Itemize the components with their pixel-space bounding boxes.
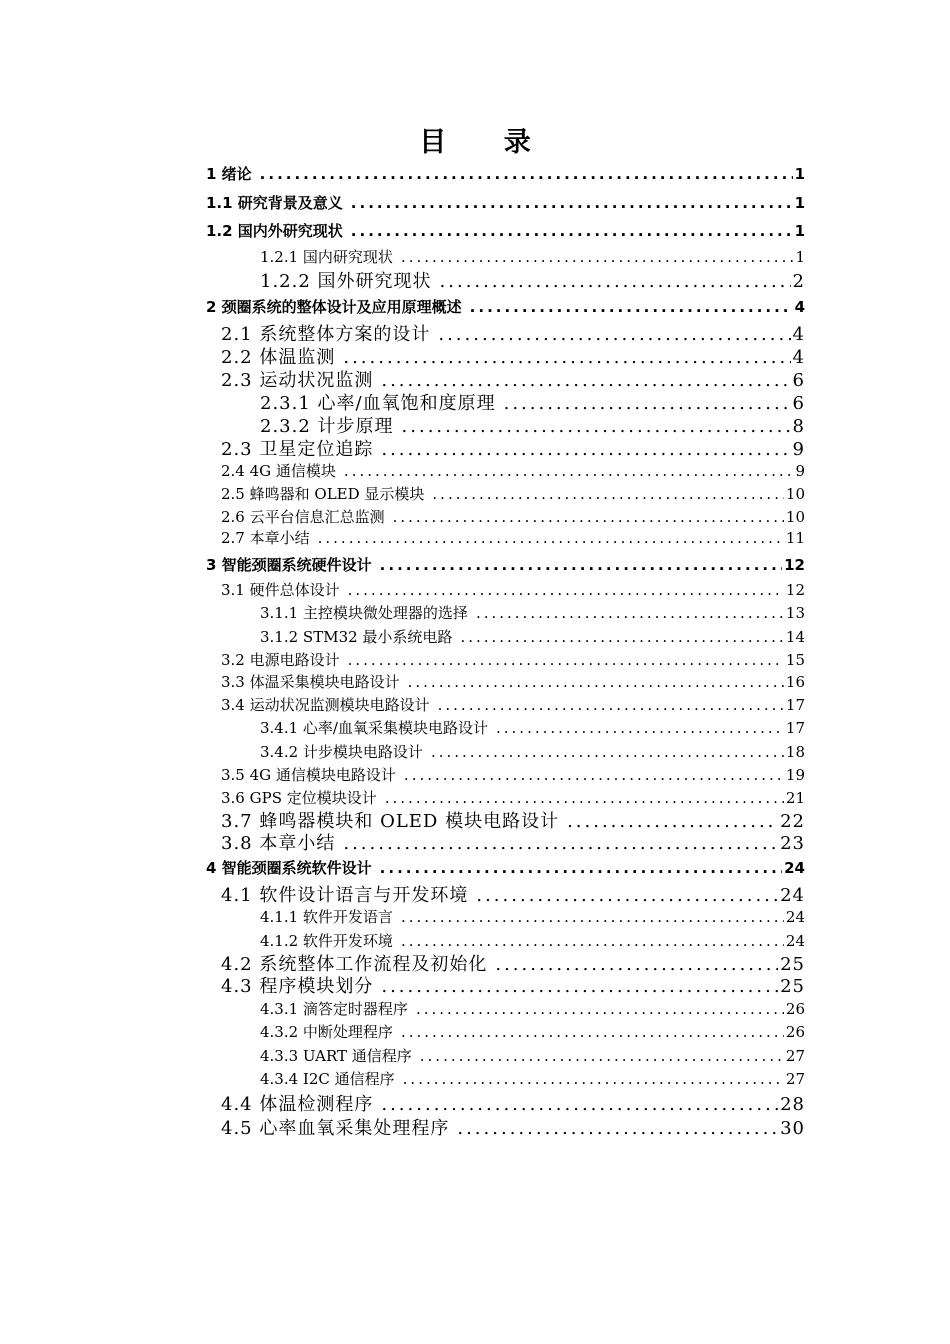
toc-entry-label: 2.3.1 心率/血氧饱和度原理	[260, 393, 496, 414]
toc-entry[interactable]	[260, 626, 805, 647]
toc-leader-dots	[438, 696, 784, 714]
toc-entry[interactable]	[221, 787, 805, 808]
toc-entry-label: 2.3.2 计步原理	[260, 416, 394, 437]
toc-leader-dots	[344, 462, 794, 480]
toc-leader-dots	[408, 673, 784, 691]
toc-entry[interactable]	[260, 1068, 805, 1089]
toc-entry[interactable]	[260, 930, 805, 951]
toc-entry-label: 2.5 蜂鸣器和 OLED 显示模块	[221, 485, 425, 503]
toc-entry-page: 8	[792, 416, 805, 437]
toc-entry-page: 22	[780, 811, 805, 832]
toc-entry[interactable]	[260, 267, 805, 293]
toc-leader-dots	[381, 439, 790, 460]
toc-leader-dots	[431, 743, 784, 761]
toc-entry-label: 2.7 本章小结	[221, 529, 310, 547]
toc-entry-page: 1	[794, 194, 805, 212]
toc-entry-page: 24	[780, 885, 805, 906]
toc-leader-dots	[438, 324, 790, 345]
toc-leader-dots	[381, 370, 790, 391]
toc-entry-label: 3.1.1 主控模块微处理器的选择	[260, 604, 468, 622]
toc-leader-dots	[318, 529, 784, 547]
toc-entry-label: 1.2 国内外研究现状	[206, 222, 343, 240]
toc-leader-dots	[416, 1000, 784, 1018]
toc-entry-page: 4	[792, 324, 805, 345]
toc-leader-dots	[401, 248, 794, 266]
toc-leader-dots	[380, 859, 782, 877]
toc-entry-page: 24	[784, 859, 805, 877]
toc-entry-label: 3.4.1 心率/血氧采集模块电路设计	[260, 719, 488, 737]
toc-title: 目 录	[419, 127, 555, 158]
toc-entry-page: 9	[792, 439, 805, 460]
toc-entry[interactable]	[260, 602, 805, 623]
toc-entry-page: 2	[792, 271, 805, 292]
toc-leader-dots	[403, 1070, 784, 1088]
toc-entry-label: 4.2 系统整体工作流程及初始化	[221, 954, 488, 975]
toc-leader-dots	[351, 194, 793, 212]
toc-entry-page: 25	[780, 976, 805, 997]
toc-leader-dots	[343, 347, 790, 368]
toc-entry-page: 26	[785, 1000, 805, 1018]
toc-entry[interactable]	[221, 483, 805, 504]
toc-entry-page: 19	[785, 766, 805, 784]
toc-entry-page: 28	[780, 1094, 805, 1115]
toc-entry-page: 17	[785, 719, 805, 737]
toc-entry[interactable]	[221, 527, 805, 548]
toc-leader-dots	[380, 556, 782, 574]
toc-entry-page: 10	[785, 485, 805, 503]
toc-entry[interactable]	[221, 881, 805, 907]
toc-entry-label: 4.3.3 UART 通信程序	[260, 1047, 412, 1065]
toc-entry[interactable]	[206, 220, 805, 241]
toc-leader-dots	[440, 271, 791, 292]
toc-entry-page: 21	[785, 789, 805, 807]
toc-entry-label: 3.6 GPS 定位模块设计	[221, 789, 377, 807]
toc-entry-label: 3.3 体温采集模块电路设计	[221, 673, 400, 691]
toc-entry-label: 3 智能颈圈系统硬件设计	[206, 556, 372, 574]
toc-entry[interactable]	[221, 764, 805, 785]
toc-entry[interactable]	[221, 1090, 805, 1116]
toc-leader-dots	[420, 1047, 784, 1065]
toc-leader-dots	[343, 833, 778, 854]
toc-entry[interactable]	[206, 192, 805, 213]
toc-leader-dots	[496, 719, 784, 737]
toc-leader-dots	[401, 1023, 784, 1041]
toc-entry-label: 4 智能颈圈系统软件设计	[206, 859, 372, 877]
toc-entry-page: 24	[785, 932, 805, 950]
toc-entry-page: 4	[792, 347, 805, 368]
toc-entry-page: 30	[780, 1118, 805, 1139]
toc-leader-dots	[385, 789, 784, 807]
toc-entry-page: 1	[794, 222, 805, 240]
toc-entry-label: 2.1 系统整体方案的设计	[221, 324, 431, 345]
toc-entry-page: 6	[792, 393, 805, 414]
toc-leader-dots	[404, 766, 784, 784]
toc-entry-label: 3.4 运动状况监测模块电路设计	[221, 696, 430, 714]
toc-entry-label: 3.7 蜂鸣器模块和 OLED 模块电路设计	[221, 811, 560, 832]
toc-entry-page: 24	[785, 908, 805, 926]
toc-entry[interactable]	[221, 1114, 805, 1140]
toc-entry-label: 2.2 体温监测	[221, 347, 336, 368]
toc-entry[interactable]	[206, 163, 805, 184]
toc-entry[interactable]	[260, 906, 805, 927]
toc-entry-page: 1	[795, 248, 805, 266]
toc-entry-label: 3.8 本章小结	[221, 833, 336, 854]
toc-entry-label: 2.3 运动状况监测	[221, 370, 374, 391]
toc-entry-label: 3.1.2 STM32 最小系统电路	[260, 628, 453, 646]
toc-entry[interactable]	[221, 435, 805, 461]
toc-leader-dots	[401, 908, 784, 926]
toc-entry-label: 4.3.4 I2C 通信程序	[260, 1070, 395, 1088]
toc-leader-dots	[348, 651, 784, 669]
toc-entry[interactable]	[221, 579, 805, 600]
toc-leader-dots	[457, 1118, 778, 1139]
toc-entry-label: 4.4 体温检测程序	[221, 1094, 374, 1115]
toc-leader-dots	[393, 508, 784, 526]
toc-entry-label: 1.1 研究背景及意义	[206, 194, 343, 212]
toc-entry-page: 1	[794, 165, 805, 183]
toc-entry-page: 27	[785, 1070, 805, 1088]
toc-entry-page: 25	[780, 954, 805, 975]
toc-entry-page: 11	[785, 529, 805, 547]
toc-entry[interactable]	[206, 296, 805, 317]
toc-entry-label: 4.3.2 中断处理程序	[260, 1023, 393, 1041]
toc-leader-dots	[402, 416, 791, 437]
toc-entry-page: 10	[785, 508, 805, 526]
toc-entry-page: 12	[785, 581, 805, 599]
toc-entry-label: 1.2.2 国外研究现状	[260, 271, 432, 292]
toc-entry-label: 4.3.1 滴答定时器程序	[260, 1000, 408, 1018]
toc-leader-dots	[381, 1094, 778, 1115]
toc-entry-label: 4.1 软件设计语言与开发环境	[221, 885, 469, 906]
toc-entry-page: 16	[785, 673, 805, 691]
toc-entry[interactable]	[221, 829, 805, 855]
toc-entry-label: 1.2.1 国内研究现状	[260, 248, 393, 266]
toc-entry-label: 4.1.1 软件开发语言	[260, 908, 393, 926]
toc-entry[interactable]	[221, 694, 805, 715]
toc-entry[interactable]	[221, 972, 805, 998]
toc-entry[interactable]	[260, 1021, 805, 1042]
toc-entry[interactable]	[221, 649, 805, 670]
toc-leader-dots	[470, 298, 793, 316]
toc-entry[interactable]	[206, 554, 805, 575]
toc-entry[interactable]	[221, 460, 805, 481]
toc-entry-label: 3.2 电源电路设计	[221, 651, 340, 669]
toc-entry[interactable]	[221, 671, 805, 692]
toc-entry-page: 13	[785, 604, 805, 622]
toc-entry-label: 2 颈圈系统的整体设计及应用原理概述	[206, 298, 462, 316]
toc-entry-page: 14	[785, 628, 805, 646]
toc-entry-page: 18	[785, 743, 805, 761]
toc-entry-page: 26	[785, 1023, 805, 1041]
toc-entry-page: 9	[795, 462, 805, 480]
toc-entry-page: 27	[785, 1047, 805, 1065]
toc-entry-label: 3.4.2 计步模块电路设计	[260, 743, 423, 761]
toc-entry-page: 12	[784, 556, 805, 574]
toc-entry-page: 17	[785, 696, 805, 714]
toc-entry-label: 3.5 4G 通信模块电路设计	[221, 766, 396, 784]
toc-leader-dots	[260, 165, 793, 183]
toc-leader-dots	[460, 628, 783, 646]
toc-leader-dots	[432, 485, 784, 503]
toc-entry[interactable]	[260, 741, 805, 762]
toc-leader-dots	[348, 581, 784, 599]
toc-entry[interactable]	[260, 246, 805, 267]
toc-leader-dots	[476, 604, 784, 622]
toc-leader-dots	[476, 885, 778, 906]
toc-leader-dots	[504, 393, 791, 414]
toc-entry-label: 4.3 程序模块划分	[221, 976, 374, 997]
toc-entry[interactable]	[221, 506, 805, 527]
toc-entry[interactable]	[260, 1045, 805, 1066]
toc-entry-label: 4.1.2 软件开发环境	[260, 932, 393, 950]
toc-entry-label: 1 绪论	[206, 165, 252, 183]
toc-entry[interactable]	[260, 717, 805, 738]
toc-entry[interactable]	[260, 998, 805, 1019]
toc-leader-dots	[401, 932, 784, 950]
toc-entry-label: 4.5 心率血氧采集处理程序	[221, 1118, 450, 1139]
toc-leader-dots	[381, 976, 778, 997]
toc-entry-label: 2.4 4G 通信模块	[221, 462, 336, 480]
toc-leader-dots	[351, 222, 793, 240]
toc-entry-page: 23	[780, 833, 805, 854]
toc-entry-page: 6	[792, 370, 805, 391]
toc-entry-page: 15	[785, 651, 805, 669]
toc-entry-page: 4	[794, 298, 805, 316]
toc-entry[interactable]	[206, 857, 805, 878]
toc-entry-label: 3.1 硬件总体设计	[221, 581, 340, 599]
toc-entry-label: 2.3 卫星定位追踪	[221, 439, 374, 460]
toc-entry-label: 2.6 云平台信息汇总监测	[221, 508, 385, 526]
